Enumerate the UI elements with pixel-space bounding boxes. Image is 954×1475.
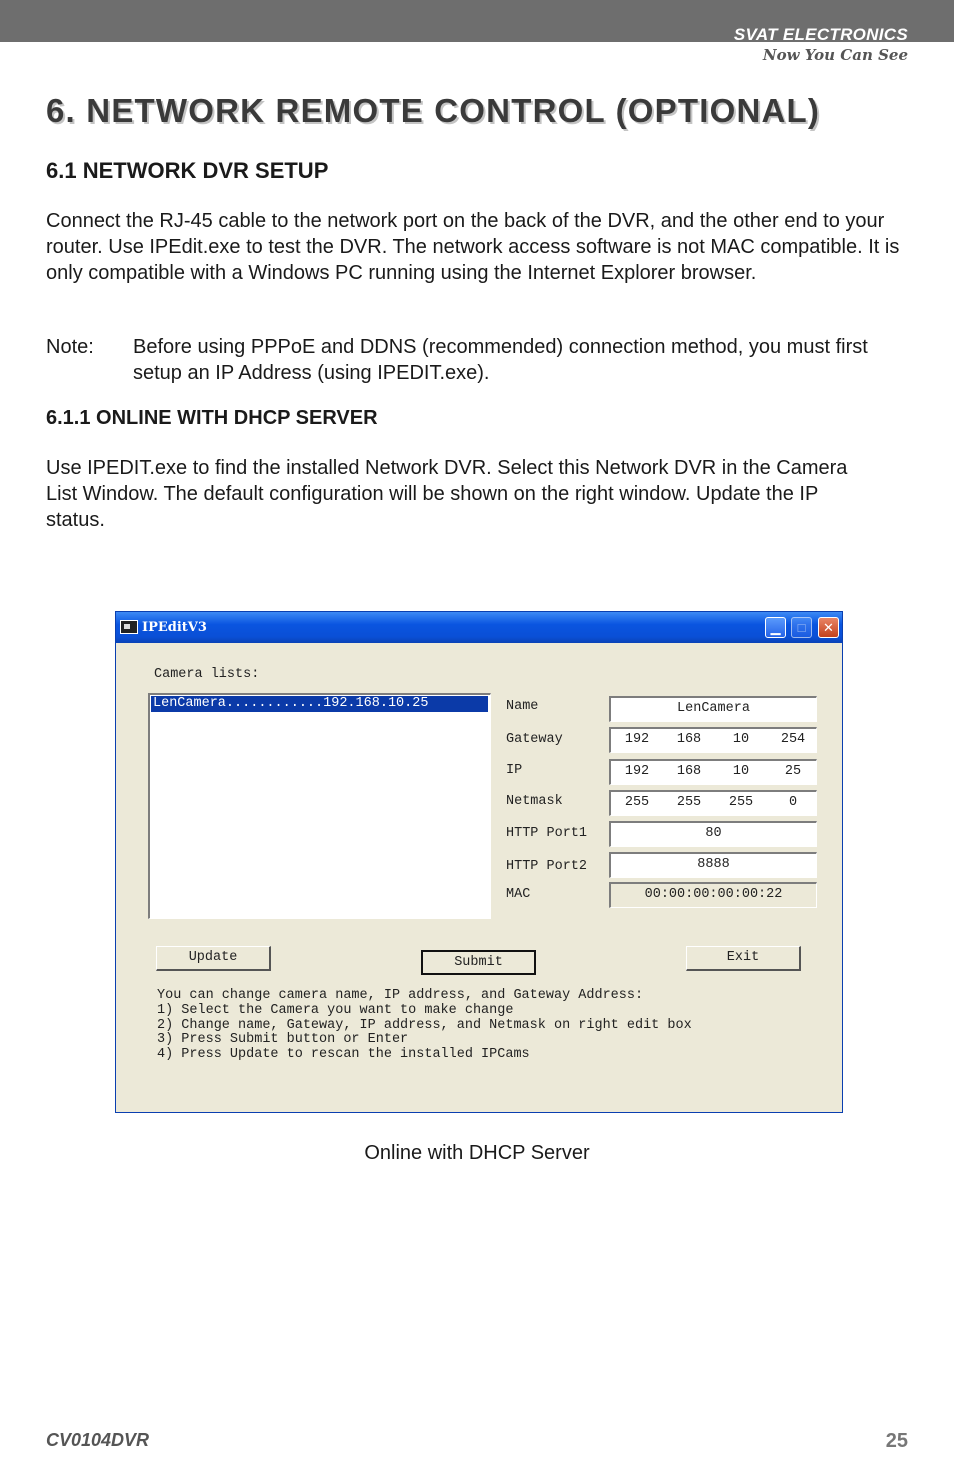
section-heading: 6.1 NETWORK DVR SETUP	[46, 158, 329, 183]
brand-name: SVAT ELECTRONICS	[733, 25, 908, 44]
camera-app-icon	[120, 620, 138, 634]
http-port2-field[interactable]: 8888	[609, 852, 817, 878]
gateway-octet-2[interactable]: 168	[676, 732, 702, 747]
mac-label: MAC	[506, 887, 531, 902]
name-label: Name	[506, 699, 539, 714]
mac-field: 00:00:00:00:00:22	[609, 882, 817, 908]
window-title: IPEditV3	[142, 620, 207, 635]
note-text: Before using PPPoE and DDNS (recommended) connection method, you must first setup an IP Address (using IPEDIT.exe).	[133, 336, 868, 384]
netmask-octet-3[interactable]: 255	[728, 795, 754, 810]
netmask-octet-1[interactable]: 255	[624, 795, 650, 810]
minimize-icon[interactable]: ▁	[765, 617, 786, 638]
dhcp-paragraph: Use IPEDIT.exe to find the installed Network DVR. Select this Network DVR in the Camera List Window. The default configuration will be shown on the right window. Update the IP status.	[46, 457, 848, 531]
page-number: 25	[885, 1430, 908, 1452]
instruction-line: 4) Press Update to rescan the installed IPCams	[157, 1047, 530, 1063]
maximize-icon: □	[791, 617, 812, 638]
netmask-field[interactable]	[609, 790, 817, 816]
chapter-title: 6. NETWORK REMOTE CONTROL (OPTIONAL)	[46, 92, 821, 129]
camera-list-label: Camera lists:	[154, 667, 260, 682]
brand-logo	[734, 25, 908, 63]
footer-model: CV0104DVR	[46, 1430, 150, 1450]
camera-list-item-selected[interactable]: LenCamera............192.168.10.25	[151, 696, 488, 712]
ip-octet-1[interactable]: 192	[624, 764, 650, 779]
instruction-line: 3) Press Submit button or Enter	[157, 1032, 409, 1048]
figure-caption: Online with DHCP Server	[364, 1142, 590, 1164]
ipedit-window	[115, 611, 843, 1113]
subsection-heading: 6.1.1 ONLINE WITH DHCP SERVER	[46, 407, 378, 429]
camera-listbox[interactable]	[148, 693, 491, 919]
netmask-octet-4[interactable]: 0	[788, 795, 798, 810]
http-port2-label: HTTP Port2	[506, 859, 588, 874]
instruction-line: You can change camera name, IP address, and Gateway Address:	[157, 988, 644, 1003]
instruction-line: 1) Select the Camera you want to make change	[157, 1002, 514, 1018]
update-button[interactable]: Update	[156, 946, 271, 971]
ip-octet-3[interactable]: 10	[732, 764, 750, 779]
gateway-label: Gateway	[506, 732, 563, 747]
name-field[interactable]: LenCamera	[609, 696, 817, 722]
brand-tagline: Now You Can See	[762, 46, 908, 64]
netmask-label: Netmask	[506, 794, 563, 809]
gateway-octet-4[interactable]: 254	[780, 732, 806, 747]
gateway-octet-1[interactable]: 192	[624, 732, 650, 747]
close-icon[interactable]: ✕	[818, 617, 839, 638]
instructions-text	[157, 989, 692, 1063]
exit-button[interactable]: Exit	[686, 946, 801, 971]
submit-button[interactable]: Submit	[421, 950, 536, 975]
note-label: Note:	[46, 336, 94, 358]
netmask-octet-2[interactable]: 255	[676, 795, 702, 810]
ip-label: IP	[506, 763, 523, 778]
http-port1-field[interactable]: 80	[609, 821, 817, 847]
ip-field[interactable]	[609, 759, 817, 785]
ip-octet-4[interactable]: 25	[784, 764, 802, 779]
intro-paragraph: Connect the RJ-45 cable to the network port on the back of the DVR, and the other end to your router. Use IPEdit.exe to test the DVR. The network access software is not MAC compatible. It is only compatible with a Windows PC running using the Internet Explorer browser.	[46, 210, 900, 284]
http-port1-label: HTTP Port1	[506, 826, 588, 841]
gateway-field[interactable]	[609, 727, 817, 753]
instruction-line: 2) Change name, Gateway, IP address, and Netmask on right edit box	[157, 1017, 692, 1033]
window-titlebar[interactable]	[116, 612, 842, 643]
gateway-octet-3[interactable]: 10	[732, 732, 750, 747]
ip-octet-2[interactable]: 168	[676, 764, 702, 779]
